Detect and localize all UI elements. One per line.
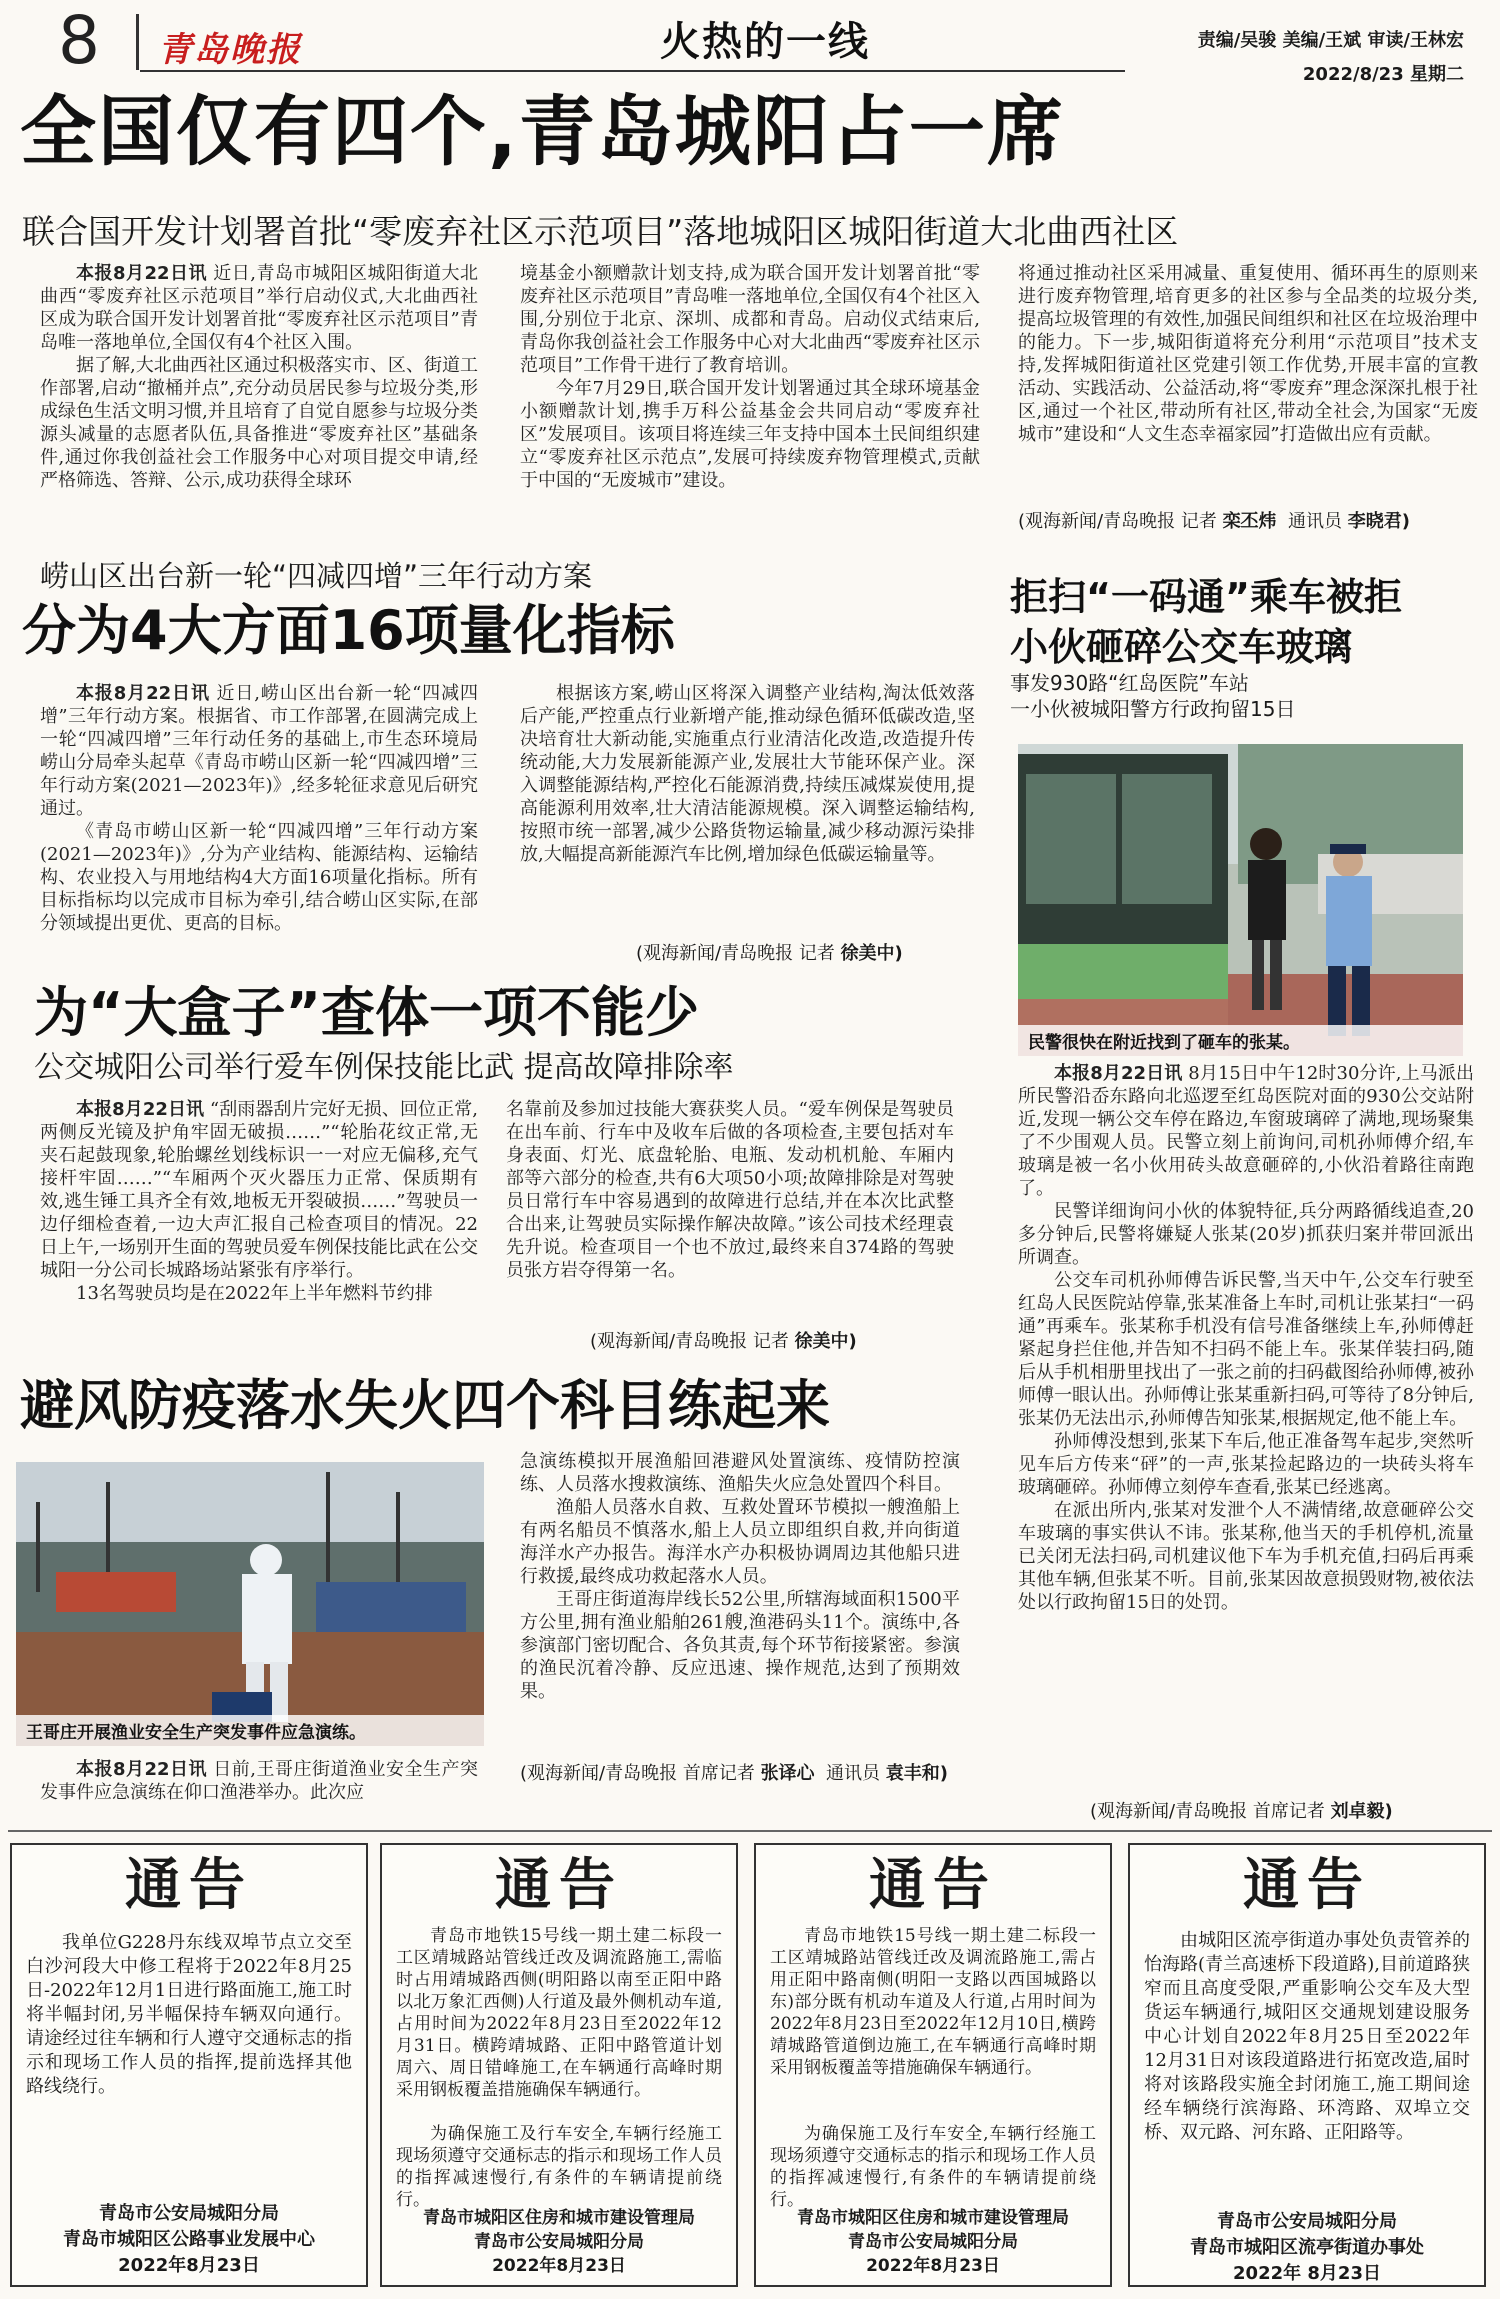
notice-signer: 青岛市城阳区住房和城市建设管理局 (797, 2208, 1069, 2228)
notice-date: 2022年8月23日 (866, 2256, 1000, 2276)
bus-scene-photo (1018, 744, 1463, 1056)
article4-column-2 (506, 1098, 954, 1328)
article3-byline (1090, 1800, 1490, 1823)
issue-date: 2022/8/23 星期二 (1302, 64, 1464, 85)
article5-c2p3: 王哥庄街道海岸线长52公里,所辖海域面积1500平方公里,拥有渔业船舶261艘,渔港码头11个。演练中,各参演部门密切配合、各负其责,每个环节衔接紧密。参演的渔民沉着冷静、反应迅速、操作规范,达到了预期效果。 (520, 1589, 960, 1702)
article3-body (1018, 1062, 1474, 1816)
bus-photo-illustration (1018, 744, 1463, 1056)
article3-lead: 本报8月22日讯 (1054, 1063, 1183, 1084)
editor-credits (1198, 24, 1464, 92)
article3-p5: 在派出所内,张某对发泄个人不满情绪,故意砸碎公交车玻璃的事实供认不讳。张某称,他当天的手机停机,流量已关闭无法扫码,司机建议他下车为手机充值,扫码后再乘其他车辆,但张某不听。目前,张某因故意损毁财物,被依法处以行政拘留15日的处罚。 (1018, 1500, 1474, 1613)
paper-logo: 青岛晚报 (158, 30, 302, 70)
article2-column-1 (40, 682, 478, 962)
article1-c3p1: 将通过推动社区采用减量、重复使用、循环再生的原则来进行废弃物管理,培育更多的社区参与全品类的垃圾分类,提高垃圾管理的有效性,加强民间组织和社区在垃圾治理中的能力。下一步,城阳街道将充分利用“示范项目”技术支持,发挥城阳街道社区党建引领工作优势,开展丰富的宣教活动、实践活动、公益活动,将“零废弃”理念深深扎根于社区,通过一个社区,带动所有社区,带动全社会,为国家“无废城市”建设和“人文生态幸福家园”打造做出应有贡献。 (1018, 263, 1478, 445)
article4-c1p1: “刮雨器刮片完好无损、回位正常,两侧反光镜及护角牢固无破损……”“轮胎花纹正常,无夹石起鼓现象,轮胎螺丝划线标识一一对应无偏移,充气接杆牢固……”“车厢两个灭火器压力正常、保质期有效,逃生锤工具齐全有效,地板无开裂破损……”驾驶员一边仔细检查着,一边大声汇报自己检查项目的情况。22日上午,一场别开生面的驾驶员爱车例保技能比武在公交城阳一分公司长城路场站紧张有序举行。 (40, 1099, 478, 1281)
article3-subhead (1010, 670, 1295, 722)
byline-name: 徐美中) (794, 1331, 857, 1352)
notice-2 (380, 1843, 738, 2287)
article1-c2p2: 今年7月29日,联合国开发计划署通过其全球环境基金小额赠款计划,携手万科公益基金会共同启动“零废弃社区”发展项目。该项目将连续三年支持中国本土民间组织建立“零废弃社区示范点”,发展可持续废弃物管理模式,贡献于中国的“无废城市”建设。 (520, 378, 980, 491)
notice-3 (754, 1843, 1112, 2287)
notice-body: 我单位G228丹东线双埠节点立交至白沙河段大中修工程将于2022年8月25日-2022年12月1日进行路面施工,施工时将半幅封闭,另半幅保持车辆双向通行。请途经过往车辆和行人遵守交通标志的指示和现场工作人员的指挥,提前选择其他路线绕行。 (26, 1932, 352, 2097)
article1-headline: 全国仅有四个,青岛城阳占一席 (20, 87, 1065, 176)
article5-c2p2: 渔船人员落水自救、互救处置环节模拟一艘渔船上有两名船员不慎落水,船上人员立即组织自救,并向街道海洋水产办报告。海洋水产办积极协调周边其他船只进行救援,最终成功救起落水人员。 (520, 1497, 960, 1587)
notice-title: 通告 (125, 1853, 253, 1918)
byline-source: (观海新闻/青岛晚报 (590, 1331, 748, 1352)
article2-c1p1: 近日,崂山区出台新一轮“四减四增”三年行动方案。根据省、市工作部署,在圆满完成上一轮“四减四增”三年行动任务的基础上,市生态环境局崂山分局牵头起草《青岛市崂山区新一轮“四减四增”三年行动方案(2021—2023年)》,经多轮征求意见后研究通过。 (40, 683, 478, 819)
notice-body: 青岛市地铁15号线一期土建二标段一工区靖城路站管线迁改及调流路施工,需临时占用靖城路西侧(明阳路以南至正阳中路以北万象汇西侧)人行道及最外侧机动车道,占用时间为2022年8月23日至2022年12月31日。横跨靖城路、正阳中路管道计划周六、周日错峰施工,在车辆通行高峰时期采用钢板覆盖措施确保车辆通行。 (396, 1926, 722, 2100)
article4-headline: 为“大盒子”查体一项不能少 (34, 981, 699, 1044)
notice-signer: 青岛市城阳区住房和城市建设管理局 (423, 2208, 695, 2228)
masthead-rule (140, 70, 1125, 72)
notice-body-2: 为确保施工及行车安全,车辆行经施工现场须遵守交通标志的指示和现场工作人员的指挥减速慢行,有条件的车辆请提前绕行。 (396, 2124, 722, 2210)
drill-photo-illustration (16, 1462, 484, 1746)
byline-role: 记者 (752, 1331, 789, 1352)
notice-date: 2022年8月23日 (492, 2256, 626, 2276)
drill-scene-photo (16, 1462, 484, 1746)
byline-source: (观海新闻/青岛晚报 (636, 943, 794, 964)
article2-c1p2: 《青岛市崂山区新一轮“四减四增”三年行动方案(2021—2023年)》,分为产业结构、能源结构、运输结构、农业投入与用地结构4大方面16项量化指标。所有目标指标均以完成市目标为牵引,结合崂山区实际,在部分领域提出更优、更高的目标。 (40, 821, 478, 934)
article5-c1p1: 日前,王哥庄街道渔业安全生产突发事件应急演练在仰口渔港举办。此次应 (40, 1759, 478, 1803)
byline-name: 栾丕炜 (1222, 511, 1277, 532)
byline-role: 记者 (798, 943, 835, 964)
article1-c2p1: 境基金小额赠款计划支持,成为联合国开发计划署首批“零废弃社区示范项目”青岛唯一落地单位,全国仅有4个社区入围,分别位于北京、深圳、成都和青岛。启动仪式结束后,青岛你我创益社会工作服务中心对大北曲西“零废弃社区示范项目”工作骨干进行了教育培训。 (520, 263, 980, 376)
notice-signer: 青岛市城阳区流亭街道办事处 (1190, 2237, 1424, 2258)
byline-name: 袁丰和) (885, 1763, 948, 1784)
article3-headline (1010, 572, 1402, 672)
notice-signer: 青岛市公安局城阳分局 (474, 2232, 644, 2252)
section-title: 火热的一线 (660, 19, 870, 65)
bus-photo-caption: 民警很快在附近找到了砸车的张某。 (1018, 1025, 1463, 1056)
article1-lead: 本报8月22日讯 (76, 263, 208, 284)
article3-headline-line1: 拒扫“一码通”乘车被拒 (1010, 575, 1402, 619)
article4-byline (590, 1330, 950, 1353)
article5-byline (520, 1762, 970, 1785)
page-number: 8 (58, 2, 100, 79)
article3-sub-line2: 一小伙被城阳警方行政拘留15日 (1010, 697, 1296, 721)
notice-date: 2022年8月23日 (118, 2255, 260, 2276)
article4-subhead: 公交城阳公司举行爱车例保技能比武 提高故障排除率 (34, 1050, 734, 1085)
notice-date: 2022年 8月23日 (1233, 2263, 1381, 2284)
notice-4 (1128, 1843, 1486, 2287)
article3-p4: 孙师傅没想到,张某下车后,他正准备驾车起步,突然听见车后方传来“砰”的一声,张某捡起路边的一块砖头将车玻璃砸碎。孙师傅立刻停车查看,张某已经逃离。 (1018, 1431, 1474, 1498)
article1-c1p2: 据了解,大北曲西社区通过积极落实市、区、街道工作部署,启动“撤桶并点”,充分动员居民参与垃圾分类,形成绿色生活文明习惯,并且培育了自觉自愿参与垃圾分类源头减量的志愿者队伍,具备推进“零废弃社区”基础条件,通过你我创益社会工作服务中心对项目提交申请,经严格筛选、答辩、公示,成功获得全球环 (40, 355, 478, 491)
article5-column-2 (520, 1450, 960, 1768)
article5-lead: 本报8月22日讯 (76, 1759, 208, 1780)
byline-name: 李晓君) (1347, 511, 1410, 532)
article5-column-1 (40, 1758, 478, 1806)
byline-source: (观海新闻/青岛晚报 (1090, 1801, 1248, 1822)
article2-lead: 本报8月22日讯 (76, 683, 210, 704)
article3-p2: 民警详细询问小伙的体貌特征,兵分两路循线追查,20多分钟后,民警将嫌疑人张某(20岁)抓获归案并带回派出所调查。 (1018, 1201, 1474, 1268)
notice-body-2: 为确保施工及行车安全,车辆行经施工现场须遵守交通标志的指示和现场工作人员的指挥减速慢行,有条件的车辆请提前绕行。 (770, 2124, 1096, 2210)
article2-headline: 分为4大方面16项量化指标 (22, 599, 675, 662)
byline-role: 首席记者 (682, 1763, 755, 1784)
credits-names: 责编/吴骏 美编/王斌 审读/王林宏 (1197, 30, 1464, 51)
byline-source: (观海新闻/青岛晚报 (520, 1763, 678, 1784)
article4-lead: 本报8月22日讯 (76, 1099, 205, 1120)
article3-sub-line1: 事发930路“红岛医院”车站 (1010, 671, 1249, 695)
article5-c2p1: 急演练模拟开展渔船回港避风处置演练、疫情防控演练、人员落水搜救演练、渔船失火应急处置四个科目。 (520, 1451, 960, 1495)
article1-column-2 (520, 262, 980, 548)
notice-title: 通告 (495, 1853, 623, 1918)
notice-signer: 青岛市公安局城阳分局 (848, 2232, 1018, 2252)
byline-role: 通讯员 (1288, 511, 1343, 532)
notice-signer: 青岛市公安局城阳分局 (1217, 2211, 1397, 2232)
notice-1 (10, 1843, 368, 2287)
notice-body: 青岛市地铁15号线一期土建二标段一工区靖城路站管线迁改及调流路施工,需占用正阳中路南侧(明阳一支路以西国城路以东)部分既有机动车道及人行道,占用时间为2022年8月23日至2022年12月10日,横跨靖城路管道倒边施工,在车辆通行高峰时期采用钢板覆盖等措施确保车辆通行。 (770, 1926, 1096, 2078)
byline-role: 首席记者 (1252, 1801, 1325, 1822)
notice-title: 通告 (869, 1853, 997, 1918)
article1-c1p1: 近日,青岛市城阳区城阳街道大北曲西“零废弃社区示范项目”举行启动仪式,大北曲西社区成为联合国开发计划署首批“零废弃社区示范项目”青岛唯一落地单位,全国仅有4个社区入围。 (40, 263, 478, 353)
article2-kicker: 崂山区出台新一轮“四减四增”三年行动方案 (40, 559, 593, 593)
notice-signer: 青岛市城阳区公路事业发展中心 (63, 2229, 315, 2250)
article3-p3: 公交车司机孙师傅告诉民警,当天中午,公交车行驶至红岛人民医院站停靠,张某准备上车时,司机让张某扫“一码通”再乘车。张某称手机没有信号准备继续上车,孙师傅赶紧起身拦住他,并告知不扫码不能上车。张某佯装扫码,随后从手机相册里找出了一张之前的扫码截图给孙师傅,被孙师傅一眼认出。孙师傅让张某重新扫码,可等待了8分钟后,张某仍无法出示,孙师傅告知张某,根据规定,他不能上车。 (1018, 1270, 1474, 1429)
article2-c2p1: 根据该方案,崂山区将深入调整产业结构,淘汰低效落后产能,严控重点行业新增产能,推动绿色循环低碳改造,坚决培育壮大新动能,实施重点行业清洁化改造,改造提升传统动能,大力发展新能源产业,发展壮大节能环保产业。深入调整能源结构,严控化石能源消费,持续压减煤炭使用,提高能源利用效率,壮大清洁能源规模。深入调整运输结构,按照市统一部署,减少公路货物运输量,减少移动源污染排放,大幅提高新能源汽车比例,增加绿色低碳运输量等。 (520, 683, 975, 865)
article3-p1: 8月15日中午12时30分许,上马派出所民警沿岙东路向北巡逻至红岛医院对面的930公交站附近,发现一辆公交车停在路边,车窗玻璃碎了满地,现场聚集了不少围观人员。民警立刻上前询问,司机孙师傅介绍,车玻璃是被一名小伙用砖头故意砸碎的,小伙沿着路往南跑了。 (1018, 1063, 1474, 1199)
article5-headline: 避风防疫落水失火四个科目练起来 (20, 1374, 830, 1437)
masthead-divider (136, 14, 139, 70)
drill-photo-caption: 王哥庄开展渔业安全生产突发事件应急演练。 (16, 1715, 484, 1746)
notice-signer: 青岛市公安局城阳分局 (99, 2203, 279, 2224)
masthead (0, 0, 1500, 85)
byline-role: 通讯员 (826, 1763, 881, 1784)
article3-headline-line2: 小伙砸碎公交车玻璃 (1010, 625, 1353, 669)
article4-c2p1: 名靠前及参加过技能大赛获奖人员。“爱车例保是驾驶员在出车前、行车中及收车后做的各项检查,主要包括对车身表面、灯光、底盘轮胎、电瓶、发动机机舱、车厢内部等六部分的检查,共有6大项50小项;故障排除是对驾驶员日常行车中容易遇到的故障进行总结,并在本次比武整合出来,让驾驶员实际操作解决故障。”该公司技术经理袁先升说。检查项目一个也不放过,最终来自374路的驾驶员张方岩夺得第一名。 (506, 1099, 954, 1281)
article2-byline (636, 942, 996, 965)
byline-role: 记者 (1180, 511, 1217, 532)
byline-name: 张译心 (760, 1763, 815, 1784)
byline-name: 刘卓毅) (1330, 1801, 1393, 1822)
notice-title: 通告 (1243, 1853, 1371, 1918)
article4-c1p2: 13名驾驶员均是在2022年上半年燃料节约排 (76, 1283, 433, 1304)
article1-column-3 (1018, 262, 1478, 534)
notices-divider (8, 1830, 1492, 1832)
article1-byline (1018, 510, 1488, 533)
article2-column-2 (520, 682, 975, 940)
byline-source: (观海新闻/青岛晚报 (1018, 511, 1176, 532)
notice-body: 由城阳区流亭街道办事处负责管养的怡海路(青兰高速桥下段道路),目前道路狭窄而且高度受限,严重影响公交车及大型货运车辆通行,城阳区交通规划建设服务中心计划自2022年8月25日至2022年12月31日对该段道路进行拓宽改造,届时将对该路段实施全封闭施工,施工期间途经车辆绕行滨海路、环湾路、双埠立交桥、双元路、河东路、正阳路等。 (1144, 1930, 1470, 2143)
article4-column-1 (40, 1098, 478, 1352)
byline-name: 徐美中) (840, 943, 903, 964)
article1-subhead: 联合国开发计划署首批“零废弃社区示范项目”落地城阳区城阳街道大北曲西社区 (22, 212, 1179, 251)
article1-column-1 (40, 262, 478, 548)
